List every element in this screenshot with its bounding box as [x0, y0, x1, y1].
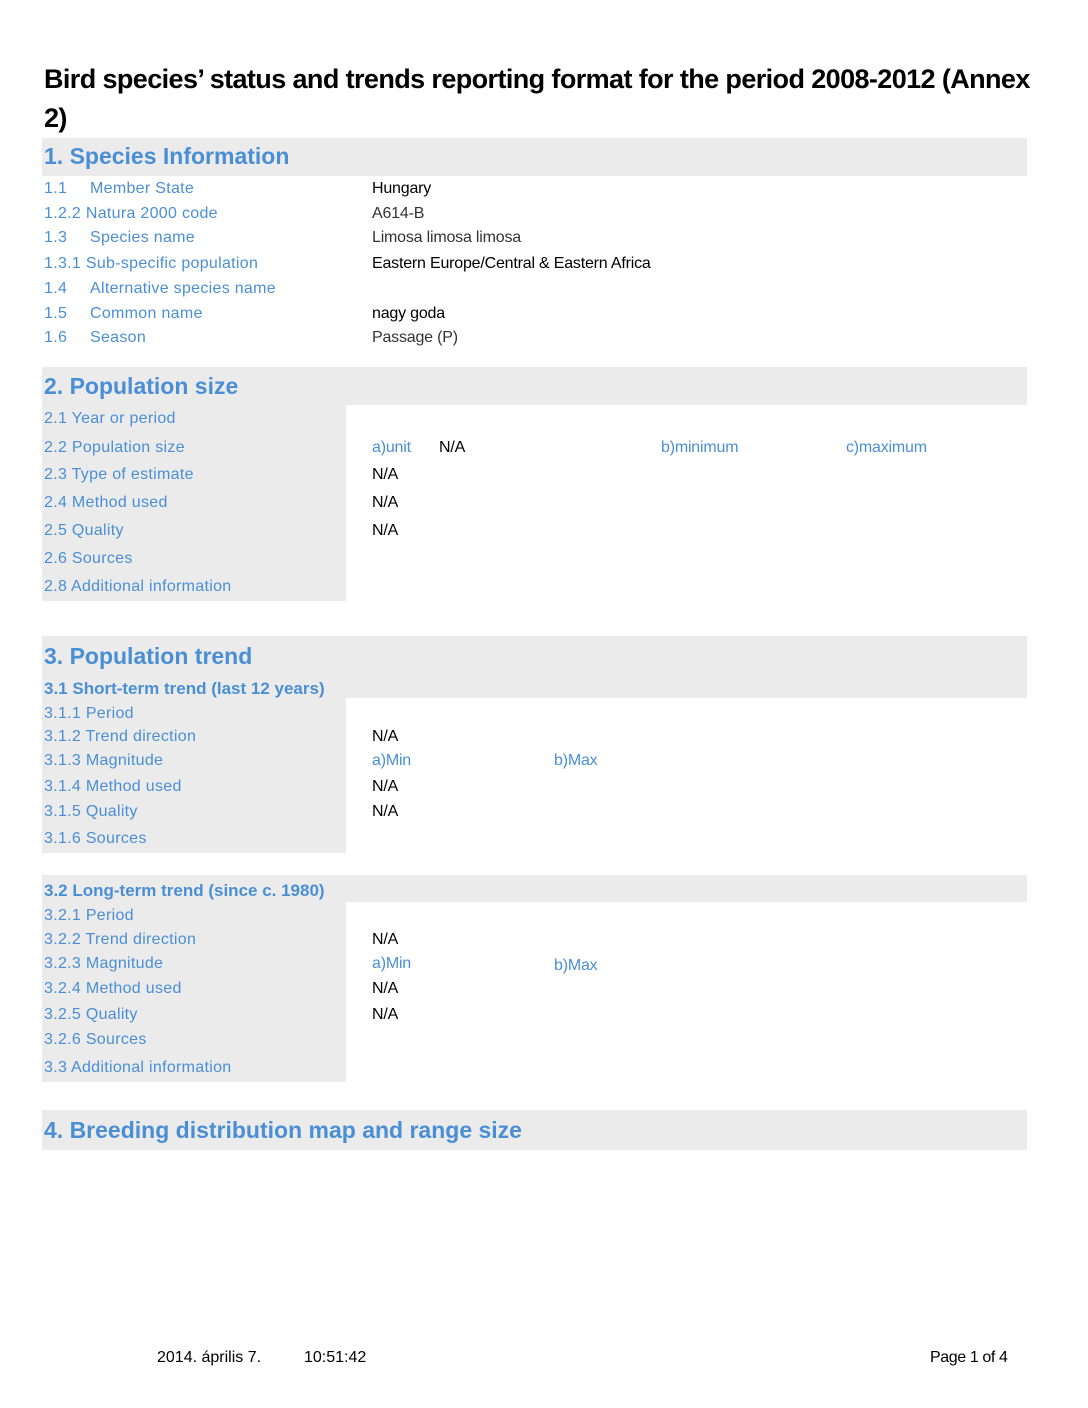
long-magnitude-label: 3.2.3 Magnitude: [44, 955, 164, 972]
short-quality-label: 3.1.5 Quality: [44, 803, 138, 820]
document-title: Bird species’ status and trends reporting format for the period 2008-2012 (Annex 2): [44, 64, 1030, 133]
field-value-subspecific-population: Eastern Europe/Central & Eastern Africa: [372, 255, 651, 272]
field-label-season: 1.6 Season: [44, 329, 147, 346]
long-quality-label: 3.2.5 Quality: [44, 1006, 138, 1023]
field-label-sources: 2.6 Sources: [44, 550, 133, 567]
field-label-quality: 2.5 Quality: [44, 522, 124, 539]
field-label-subspecific-population: 1.3.1 Sub-specific population: [44, 255, 259, 272]
footer-page-number: Page 1 of 4: [930, 1349, 1008, 1366]
field-value-type-estimate: N/A: [372, 466, 399, 483]
long-sources-label: 3.2.6 Sources: [44, 1031, 147, 1048]
short-magnitude-label: 3.1.3 Magnitude: [44, 752, 164, 769]
short-magnitude-min: a)Min: [372, 752, 412, 769]
short-quality-value: N/A: [372, 803, 399, 820]
field-value-common-name: nagy goda: [372, 305, 445, 322]
field-value-quality: N/A: [372, 522, 399, 539]
field-value-natura-code: A614-B: [372, 205, 425, 222]
field-value-season: Passage (P): [372, 329, 458, 346]
section-4-title: 4. Breeding distribution map and range size: [44, 1117, 522, 1143]
field-label-year-period: 2.1 Year or period: [44, 410, 176, 427]
trend-additional-info-label: 3.3 Additional information: [44, 1059, 232, 1076]
long-trend-direction-value: N/A: [372, 931, 399, 948]
field-label-population-size: 2.2 Population size: [44, 439, 185, 456]
long-term-trend-title: 3.2 Long-term trend (since c. 1980): [44, 881, 325, 900]
short-trend-direction-value: N/A: [372, 728, 399, 745]
field-label-method-used: 2.4 Method used: [44, 494, 168, 511]
section-3-title: 3. Population trend: [44, 643, 253, 669]
footer-date: 2014. április 7.: [157, 1349, 262, 1366]
pop-minimum-label: b)minimum: [661, 439, 739, 456]
short-term-trend-title: 3.1 Short-term trend (last 12 years): [44, 679, 325, 698]
short-trend-direction-label: 3.1.2 Trend direction: [44, 728, 197, 745]
field-label-type-estimate: 2.3 Type of estimate: [44, 466, 194, 483]
long-quality-value: N/A: [372, 1006, 399, 1023]
field-value-member-state: Hungary: [372, 180, 432, 197]
footer-time: 10:51:42: [304, 1349, 367, 1366]
field-label-additional-info: 2.8 Additional information: [44, 578, 232, 595]
section-1-title: 1. Species Information: [44, 143, 290, 169]
short-method-label: 3.1.4 Method used: [44, 778, 182, 795]
long-method-value: N/A: [372, 980, 399, 997]
field-label-natura-code: 1.2.2 Natura 2000 code: [44, 205, 218, 222]
field-value-species-name: Limosa limosa limosa: [372, 229, 521, 246]
long-period-label: 3.2.1 Period: [44, 907, 134, 924]
pop-maximum-label: c)maximum: [846, 439, 927, 456]
field-label-member-state: 1.1 Member State: [44, 180, 195, 197]
long-magnitude-max: b)Max: [554, 957, 598, 974]
long-trend-direction-label: 3.2.2 Trend direction: [44, 931, 197, 948]
pop-unit-value: N/A: [439, 439, 466, 456]
short-method-value: N/A: [372, 778, 399, 795]
section-2-title: 2. Population size: [44, 373, 239, 399]
short-period-label: 3.1.1 Period: [44, 705, 134, 722]
short-magnitude-max: b)Max: [554, 752, 598, 769]
long-magnitude-min: a)Min: [372, 955, 412, 972]
pop-unit-label: a)unit: [372, 439, 411, 456]
field-value-method-used: N/A: [372, 494, 399, 511]
field-label-species-name: 1.3 Species name: [44, 229, 195, 246]
short-sources-label: 3.1.6 Sources: [44, 830, 147, 847]
field-label-common-name: 1.5 Common name: [44, 305, 203, 322]
field-label-alternative-name: 1.4 Alternative species name: [44, 280, 276, 297]
long-method-label: 3.2.4 Method used: [44, 980, 182, 997]
